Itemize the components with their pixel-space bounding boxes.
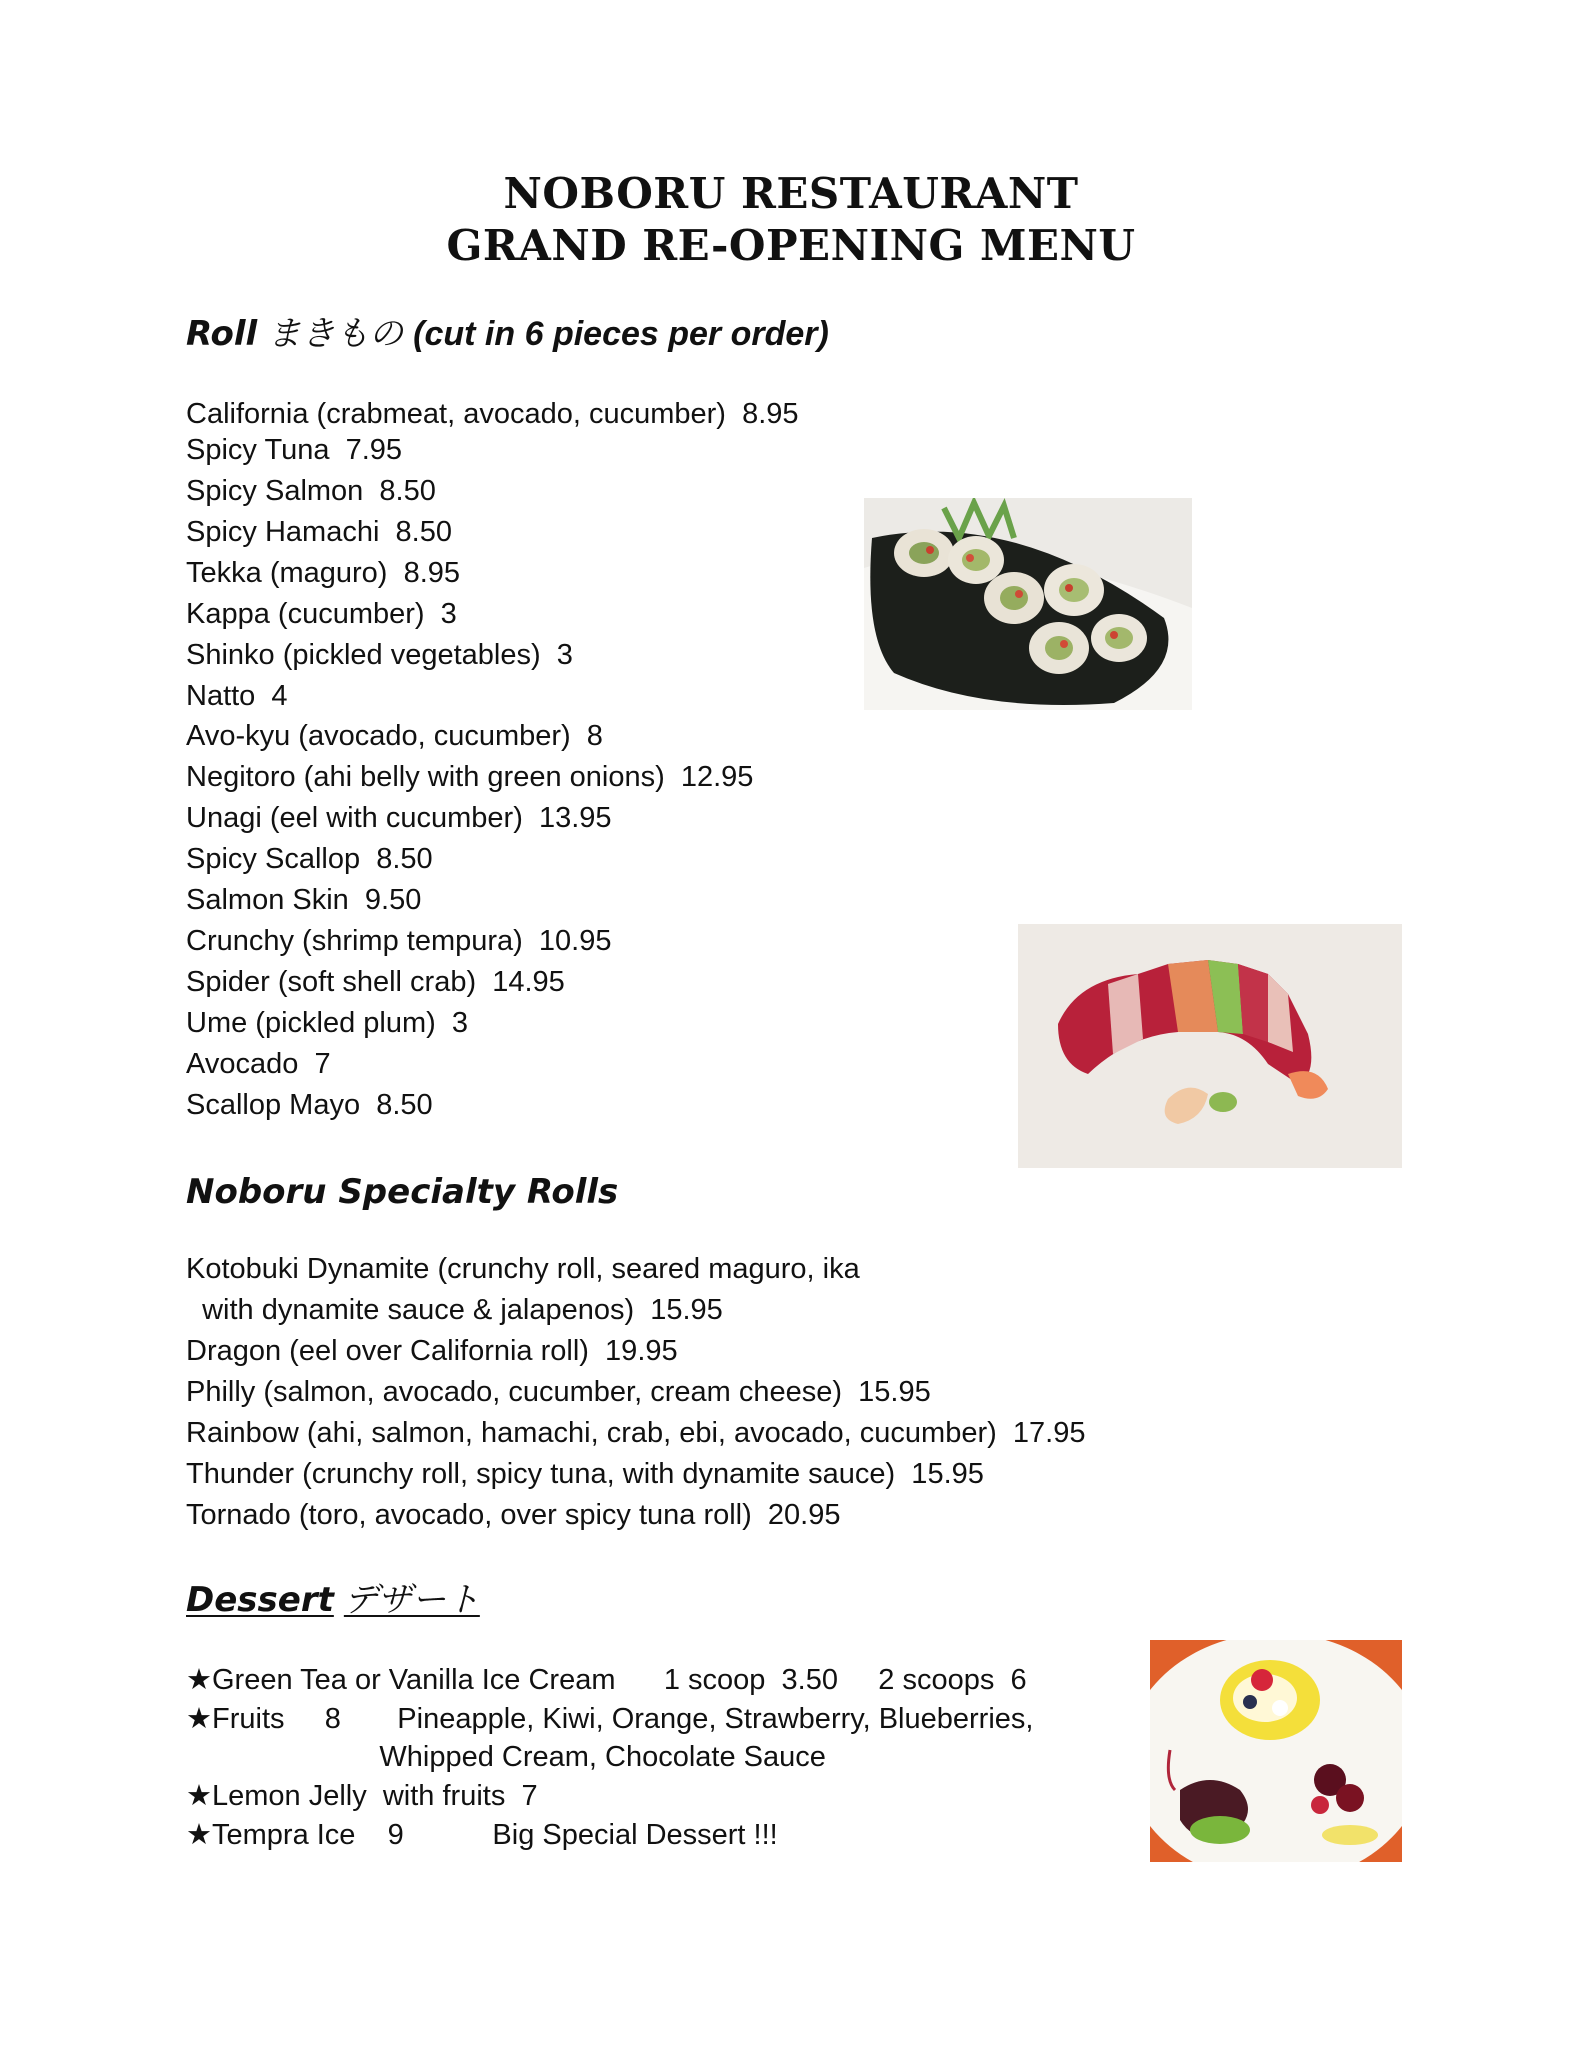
specialty-item: Kotobuki Dynamite (crunchy roll, seared maguro, ika bbox=[186, 1253, 860, 1285]
roll-item: Avo-kyu (avocado, cucumber) 8 bbox=[186, 720, 603, 752]
roll-item: Spicy Scallop 8.50 bbox=[186, 843, 433, 875]
roll-title: Roll bbox=[186, 314, 258, 354]
roll-item: Spicy Salmon 8.50 bbox=[186, 475, 436, 507]
roll-item: Tekka (maguro) 8.95 bbox=[186, 557, 461, 589]
specialty-item: Dragon (eel over California roll) 19.95 bbox=[186, 1335, 678, 1367]
roll-item: Avocado 7 bbox=[186, 1048, 331, 1080]
roll-item: Spider (soft shell crab) 14.95 bbox=[186, 966, 565, 998]
rainbow-roll-illustration bbox=[1018, 924, 1402, 1168]
california-roll-photo bbox=[864, 498, 1192, 710]
specialty-item: Thunder (crunchy roll, spicy tuna, with dynamite sauce) 15.95 bbox=[186, 1458, 984, 1490]
specialty-section-heading bbox=[186, 1170, 618, 1214]
roll-item: Natto 4 bbox=[186, 680, 288, 712]
roll-note: (cut in 6 pieces per order) bbox=[413, 315, 829, 353]
roll-item: Spicy Hamachi 8.50 bbox=[186, 516, 452, 548]
fruit-dessert-photo bbox=[1150, 1640, 1402, 1862]
dessert-item: ★Tempra Ice 9 Big Special Dessert !!! bbox=[186, 1819, 778, 1851]
dessert-section-heading bbox=[186, 1578, 490, 1622]
california-roll-illustration bbox=[864, 498, 1192, 710]
dessert-item: ★Green Tea or Vanilla Ice Cream 1 scoop 3.50 2 scoops 6 bbox=[186, 1664, 1027, 1696]
fruit-dessert-illustration bbox=[1150, 1640, 1402, 1862]
roll-item: Scallop Mayo 8.50 bbox=[186, 1089, 433, 1121]
specialty-item: Rainbow (ahi, salmon, hamachi, crab, ebi, avocado, cucumber) 17.95 bbox=[186, 1417, 1086, 1449]
roll-item: Salmon Skin 9.50 bbox=[186, 884, 422, 916]
dessert-title-jp: デザート bbox=[343, 1580, 480, 1620]
roll-item: Negitoro (ahi belly with green onions) 12.95 bbox=[186, 761, 754, 793]
roll-item: Spicy Tuna 7.95 bbox=[186, 434, 403, 466]
restaurant-name: NOBORU RESTAURANT bbox=[503, 169, 1079, 218]
dessert-item: ★Lemon Jelly with fruits 7 bbox=[186, 1780, 538, 1812]
roll-item: Kappa (cucumber) 3 bbox=[186, 598, 457, 630]
dessert-item: ★Fruits 8 Pineapple, Kiwi, Orange, Strawberry, Blueberries, bbox=[186, 1703, 1034, 1735]
roll-item: Shinko (pickled vegetables) 3 bbox=[186, 639, 573, 671]
rainbow-roll-photo bbox=[1018, 924, 1402, 1168]
roll-item: Crunchy (shrimp tempura) 10.95 bbox=[186, 925, 612, 957]
roll-title-jp: まきもの bbox=[267, 314, 404, 354]
menu-title: GRAND RE-OPENING MENU bbox=[446, 221, 1136, 270]
roll-section-heading bbox=[186, 312, 829, 356]
specialty-item: with dynamite sauce & jalapenos) 15.95 bbox=[186, 1294, 723, 1326]
specialty-item: Tornado (toro, avocado, over spicy tuna roll) 20.95 bbox=[186, 1499, 841, 1531]
roll-item: Unagi (eel with cucumber) 13.95 bbox=[186, 802, 612, 834]
specialty-title: Noboru Specialty Rolls bbox=[186, 1172, 619, 1212]
dessert-item: Whipped Cream, Chocolate Sauce bbox=[186, 1741, 826, 1773]
roll-item: California (crabmeat, avocado, cucumber) 8.95 bbox=[186, 398, 799, 430]
roll-item: Ume (pickled plum) 3 bbox=[186, 1007, 469, 1039]
dessert-title: Dessert bbox=[186, 1580, 334, 1620]
specialty-item: Philly (salmon, avocado, cucumber, cream cheese) 15.95 bbox=[186, 1376, 931, 1408]
